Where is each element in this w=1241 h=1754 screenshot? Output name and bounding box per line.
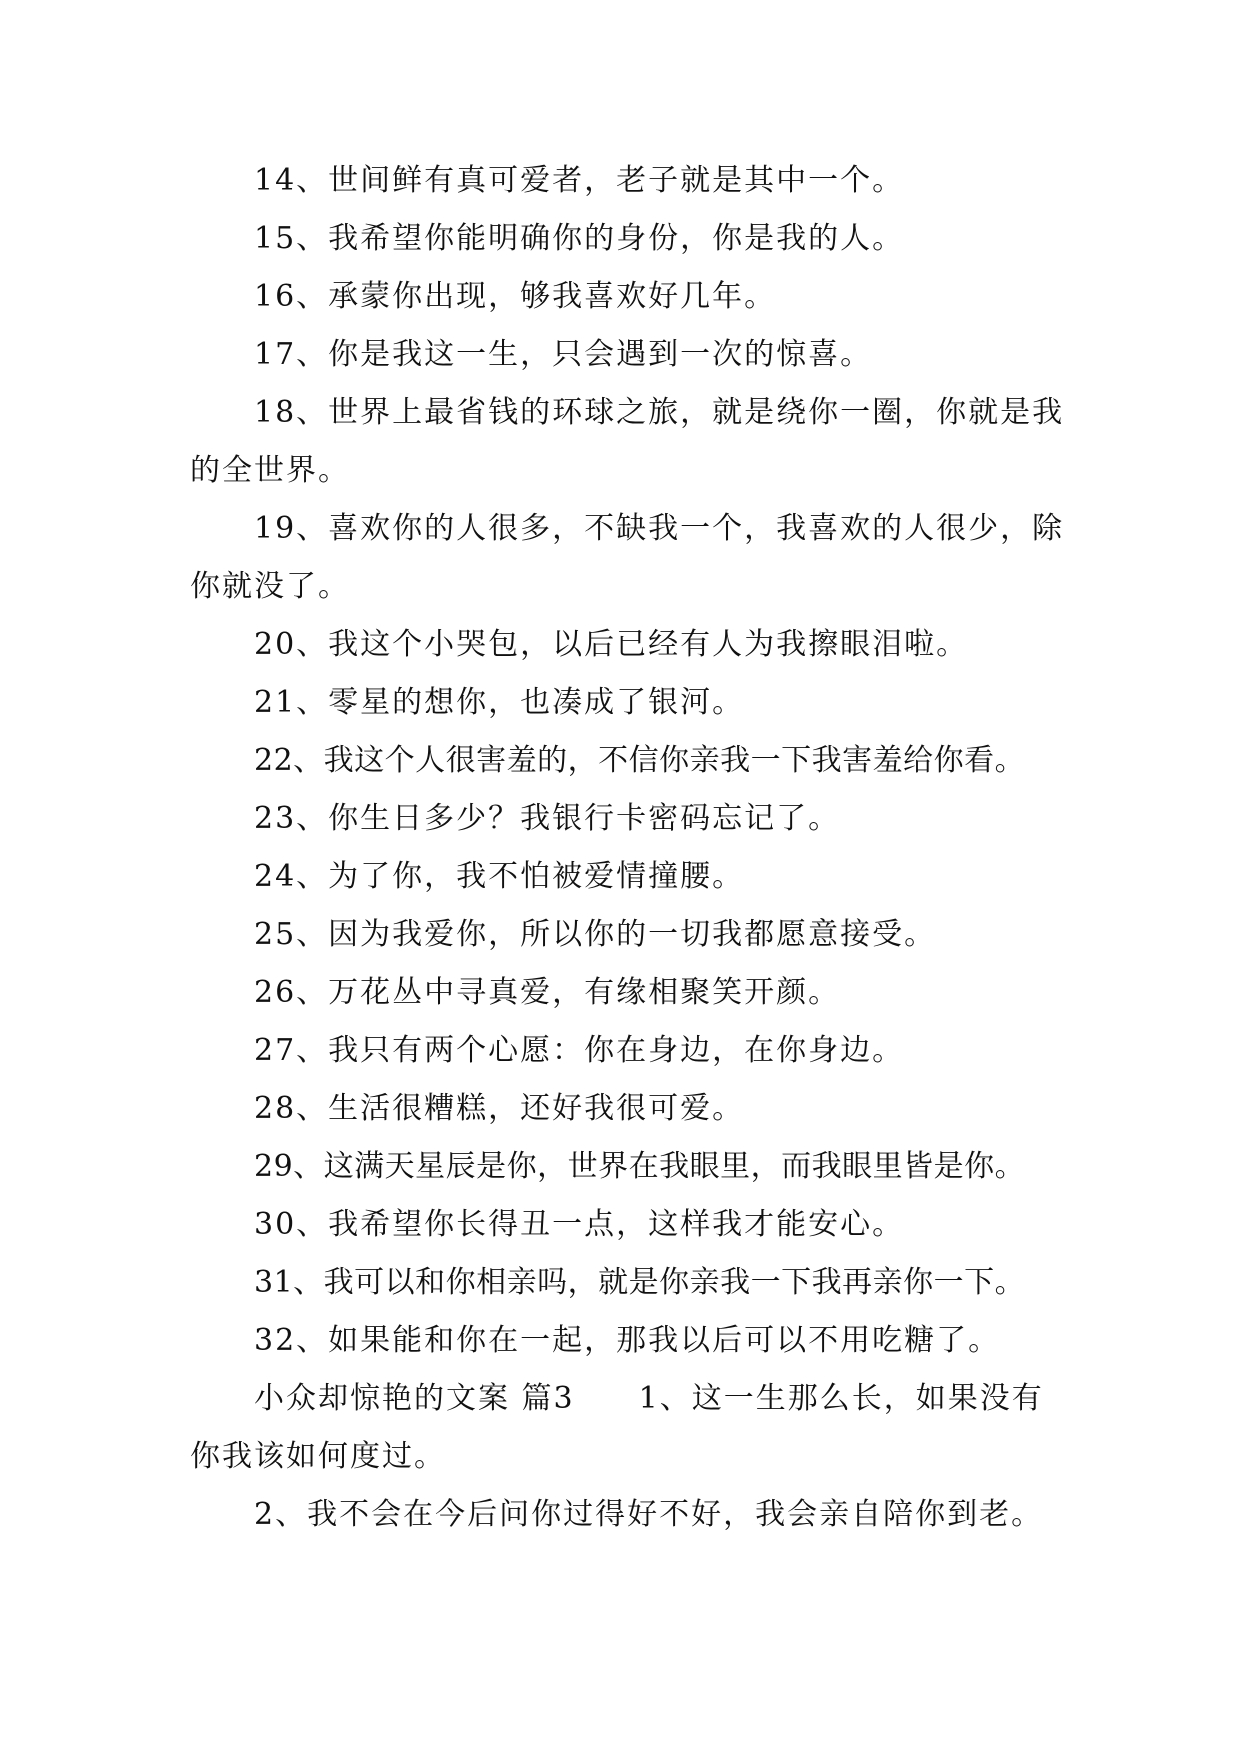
document-body — [190, 152, 1070, 1544]
paragraph-28: 28、生活很糟糕，还好我很可爱。 — [254, 1091, 745, 1126]
paragraph-29: 29、这满天星辰是你，世界在我眼里，而我眼里皆是你。 — [254, 1149, 1026, 1184]
paragraph-32: 32、如果能和你在一起，那我以后可以不用吃糖了。 — [254, 1323, 1001, 1358]
paragraph-21: 21、零星的想你，也凑成了银河。 — [254, 685, 745, 720]
paragraph-22: 22、我这个人很害羞的，不信你亲我一下我害羞给你看。 — [254, 743, 1026, 778]
paragraph-30: 30、我希望你长得丑一点，这样我才能安心。 — [254, 1207, 905, 1242]
paragraph-17: 17、你是我这一生，只会遇到一次的惊喜。 — [254, 337, 873, 372]
paragraph-26: 26、万花丛中寻真爱，有缘相聚笑开颜。 — [254, 975, 841, 1010]
paragraph-31: 31、我可以和你相亲吗，就是你亲我一下我再亲你一下。 — [254, 1265, 1026, 1300]
paragraph-23: 23、你生日多少？我银行卡密码忘记了。 — [254, 801, 841, 836]
paragraph-2: 2、我不会在今后问你过得好不好，我会亲自陪你到老。 — [254, 1497, 1044, 1532]
section-heading-paragraph: 小众却惊艳的文案 篇3 1、这一生那么长，如果没有你我该如何度过。 — [190, 1381, 1044, 1474]
paragraph-25: 25、因为我爱你，所以你的一切我都愿意接受。 — [254, 917, 937, 952]
paragraph-14: 14、世间鲜有真可爱者，老子就是其中一个。 — [254, 163, 905, 198]
paragraph-15: 15、我希望你能明确你的身份，你是我的人。 — [254, 221, 905, 256]
paragraph-18: 18、世界上最省钱的环球之旅，就是绕你一圈，你就是我的全世界。 — [190, 395, 1065, 488]
paragraph-20: 20、我这个小哭包，以后已经有人为我擦眼泪啦。 — [254, 627, 969, 662]
paragraph-16: 16、承蒙你出现，够我喜欢好几年。 — [254, 279, 777, 314]
paragraph-19: 19、喜欢你的人很多，不缺我一个，我喜欢的人很少，除你就没了。 — [190, 511, 1065, 604]
paragraph-24: 24、为了你，我不怕被爱情撞腰。 — [254, 859, 745, 894]
paragraph-27: 27、我只有两个心愿：你在身边，在你身边。 — [254, 1033, 905, 1068]
